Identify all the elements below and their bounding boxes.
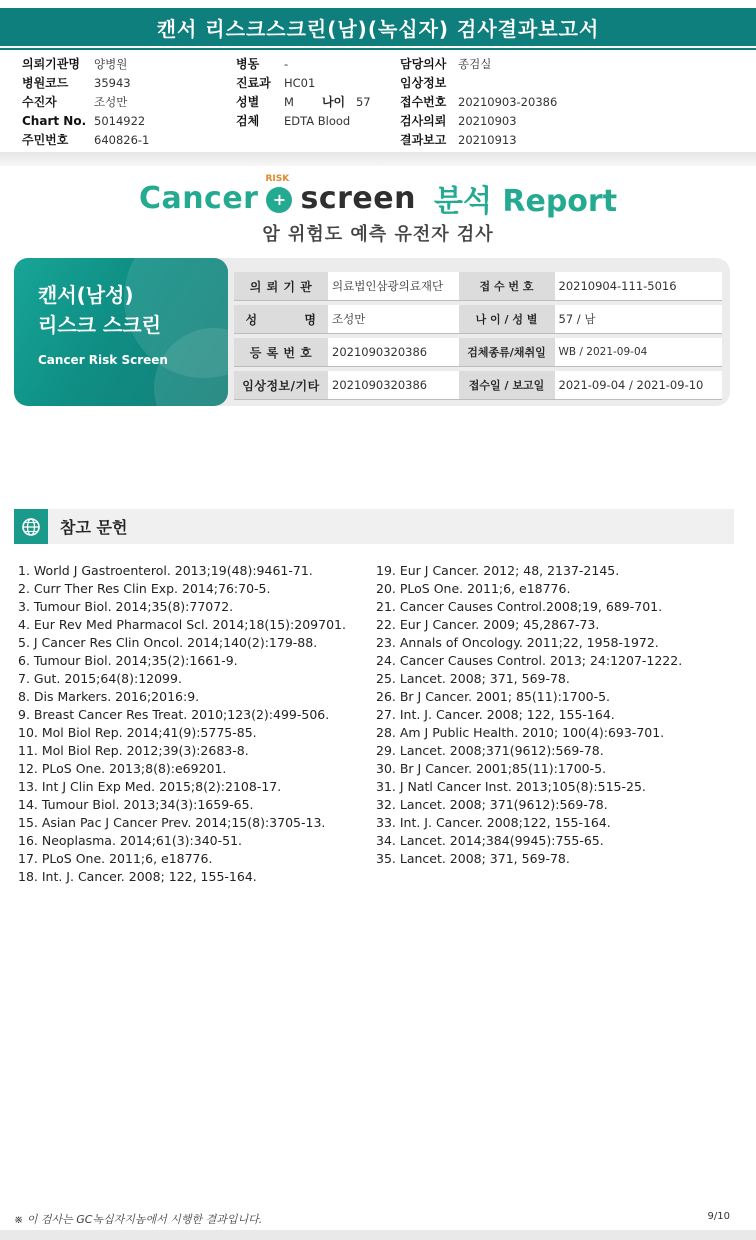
reference-item: 18. Int. J. Cancer. 2008; 122, 155-164. [18, 869, 257, 884]
meta-row [22, 92, 149, 111]
references-title: 참고 문헌 [60, 518, 128, 537]
meta-row [400, 73, 557, 92]
meta-value: 640826-1 [94, 132, 150, 147]
section-divider [0, 152, 756, 166]
info-label: 임상정보/기타 [234, 371, 328, 400]
table-row [234, 272, 722, 301]
info-value: 2021090320386 [328, 371, 459, 400]
reference-item: 28. Am J Public Health. 2010; 100(4):693-701. [376, 725, 665, 740]
meta-value: HC01 [284, 75, 316, 90]
meta-key: 검체 [236, 114, 260, 128]
meta-key: 수진자 [22, 95, 57, 109]
page-number: 9/10 [707, 1211, 730, 1222]
references-header [14, 509, 734, 544]
meta-key: 의뢰기관명 [22, 57, 80, 71]
brand-word-cancer: Cancer [138, 180, 259, 216]
reference-item: 20. PLoS One. 2011;6, e18776. [376, 581, 571, 596]
product-name-line2: 리스크 스크린 [38, 313, 161, 337]
reference-item: 15. Asian Pac J Cancer Prev. 2014;15(8):3705-13. [18, 815, 326, 830]
reference-item: 16. Neoplasma. 2014;61(3):340-51. [18, 833, 242, 848]
meta-row [236, 92, 371, 111]
meta-value: 20210913 [458, 132, 517, 147]
title-divider [0, 48, 756, 50]
brand-word-screen: screen [300, 180, 416, 216]
info-value: 57 / 남 [555, 305, 723, 334]
reference-item: 9. Breast Cancer Res Treat. 2010;123(2):499-506. [18, 707, 330, 722]
reference-item: 8. Dis Markers. 2016;2016:9. [18, 689, 200, 704]
info-label: 등 록 번 호 [234, 338, 328, 367]
meta-row [22, 130, 149, 149]
meta-key: 접수번호 [400, 95, 447, 109]
product-name [38, 280, 161, 340]
reference-item: 30. Br J Cancer. 2001;85(11):1700-5. [376, 761, 607, 776]
info-value: 2021090320386 [328, 338, 459, 367]
meta-value: 20210903 [458, 113, 517, 128]
references-list-right [376, 562, 682, 868]
meta-value: 20210903-20386 [458, 94, 558, 109]
bottom-band [0, 1230, 756, 1240]
reference-item: 19. Eur J Cancer. 2012; 48, 2137-2145. [376, 563, 620, 578]
info-label: 나 이 / 성 별 [459, 305, 555, 334]
meta-key: 병동 [236, 57, 260, 71]
reference-item: 11. Mol Biol Rep. 2012;39(3):2683-8. [18, 743, 249, 758]
table-row [234, 371, 722, 400]
page-subtitle: 암 위험도 예측 유전자 검사 [262, 224, 494, 245]
reference-item: 7. Gut. 2015;64(8):12099. [18, 671, 182, 686]
meta-key: 병원코드 [22, 76, 69, 90]
meta-row [22, 54, 149, 73]
table-row [234, 305, 722, 334]
brand-logo [0, 176, 756, 220]
meta-row [236, 73, 371, 92]
meta-value: - [284, 56, 289, 71]
reference-item: 33. Int. J. Cancer. 2008;122, 155-164. [376, 815, 611, 830]
meta-value: 조성만 [94, 94, 128, 109]
globe-icon [14, 509, 48, 544]
reference-item: 13. Int J Clin Exp Med. 2015;8(2):2108-17. [18, 779, 282, 794]
info-label: 의 뢰 기 관 [234, 272, 328, 301]
meta-row [400, 130, 557, 149]
references-list-left [18, 562, 346, 886]
meta-column-2 [236, 54, 371, 130]
meta-row [400, 111, 557, 130]
meta-value: 57 [355, 94, 371, 109]
reference-item: 3. Tumour Biol. 2014;35(8):77072. [18, 599, 234, 614]
reference-item: 25. Lancet. 2008; 371, 569-78. [376, 671, 570, 686]
brand-report-label: 분석 Report [433, 184, 618, 219]
product-card [14, 258, 228, 406]
reference-item: 5. J Cancer Res Clin Oncol. 2014;140(2):179-88. [18, 635, 318, 650]
meta-key: 담당의사 [400, 57, 447, 71]
patient-info-table [234, 268, 722, 404]
info-value: WB / 2021-09-04 [555, 338, 723, 367]
meta-row [236, 54, 371, 73]
meta-value: M [284, 94, 294, 109]
product-name-en: Cancer Risk Screen [38, 353, 168, 367]
meta-column-1 [22, 54, 149, 149]
meta-key: 결과보고 [400, 133, 447, 147]
info-value: 의료법인삼광의료재단 [328, 272, 459, 301]
reference-item: 21. Cancer Causes Control.2008;19, 689-701. [376, 599, 663, 614]
info-label: 검체종류/채취일 [459, 338, 555, 367]
meta-key: 나이 [321, 95, 346, 109]
reference-item: 31. J Natl Cancer Inst. 2013;105(8):515-25. [376, 779, 646, 794]
reference-item: 35. Lancet. 2008; 371, 569-78. [376, 851, 570, 866]
reference-item: 4. Eur Rev Med Pharmacol Scl. 2014;18(15):209701. [18, 617, 346, 632]
table-row [234, 338, 722, 367]
meta-key: 임상정보 [400, 76, 447, 90]
reference-item: 32. Lancet. 2008; 371(9612):569-78. [376, 797, 608, 812]
meta-row [236, 111, 371, 130]
report-title: 캔서 리스크스크린(남)(녹십자) 검사결과보고서 [0, 8, 756, 46]
reference-item: 24. Cancer Causes Control. 2013; 24:1207-1222. [376, 653, 683, 668]
info-value: 20210904-111-5016 [555, 272, 723, 301]
reference-item: 6. Tumour Biol. 2014;35(2):1661-9. [18, 653, 238, 668]
meta-value: 5014922 [94, 113, 146, 128]
footer-note: ※ 이 검사는 GC녹십자지놈에서 시행한 결과입니다. [14, 1213, 263, 1226]
meta-value: 종검실 [458, 56, 492, 71]
reference-item: 1. World J Gastroenterol. 2013;19(48):9461-71. [18, 563, 313, 578]
info-label: 접수일 / 보고일 [459, 371, 555, 400]
reference-item: 29. Lancet. 2008;371(9612):569-78. [376, 743, 604, 758]
risk-tag: RISK [265, 174, 290, 184]
reference-item: 22. Eur J Cancer. 2009; 45,2867-73. [376, 617, 600, 632]
info-label: 성 명 [234, 305, 328, 334]
meta-value: 35943 [94, 75, 131, 90]
info-value: 조성만 [328, 305, 459, 334]
meta-key: 성별 [236, 95, 260, 109]
reference-item: 2. Curr Ther Res Clin Exp. 2014;76:70-5. [18, 581, 271, 596]
meta-key: Chart No. [22, 113, 87, 128]
meta-value: EDTA Blood [284, 113, 351, 128]
meta-row [22, 73, 149, 92]
product-name-line1: 캔서(남성) [38, 283, 134, 307]
reference-item: 10. Mol Biol Rep. 2014;41(9):5775-85. [18, 725, 257, 740]
reference-item: 23. Annals of Oncology. 2011;22, 1958-1972. [376, 635, 659, 650]
info-label: 접 수 번 호 [459, 272, 555, 301]
meta-key: 진료과 [236, 76, 271, 90]
reference-item: 34. Lancet. 2014;384(9945):755-65. [376, 833, 604, 848]
plus-badge-icon: RISK + [264, 183, 294, 213]
meta-row [400, 92, 557, 111]
meta-row [400, 54, 557, 73]
meta-column-3 [400, 54, 557, 149]
reference-item: 27. Int. J. Cancer. 2008; 122, 155-164. [376, 707, 615, 722]
meta-row [22, 111, 149, 130]
meta-key: 주민번호 [22, 133, 69, 147]
reference-item: 26. Br J Cancer. 2001; 85(11):1700-5. [376, 689, 611, 704]
meta-value: 양병원 [94, 56, 128, 71]
reference-item: 17. PLoS One. 2011;6, e18776. [18, 851, 213, 866]
reference-item: 14. Tumour Biol. 2013;34(3):1659-65. [18, 797, 254, 812]
info-value: 2021-09-04 / 2021-09-10 [555, 371, 723, 400]
reference-item: 12. PLoS One. 2013;8(8):e69201. [18, 761, 227, 776]
meta-key: 검사의뢰 [400, 114, 447, 128]
